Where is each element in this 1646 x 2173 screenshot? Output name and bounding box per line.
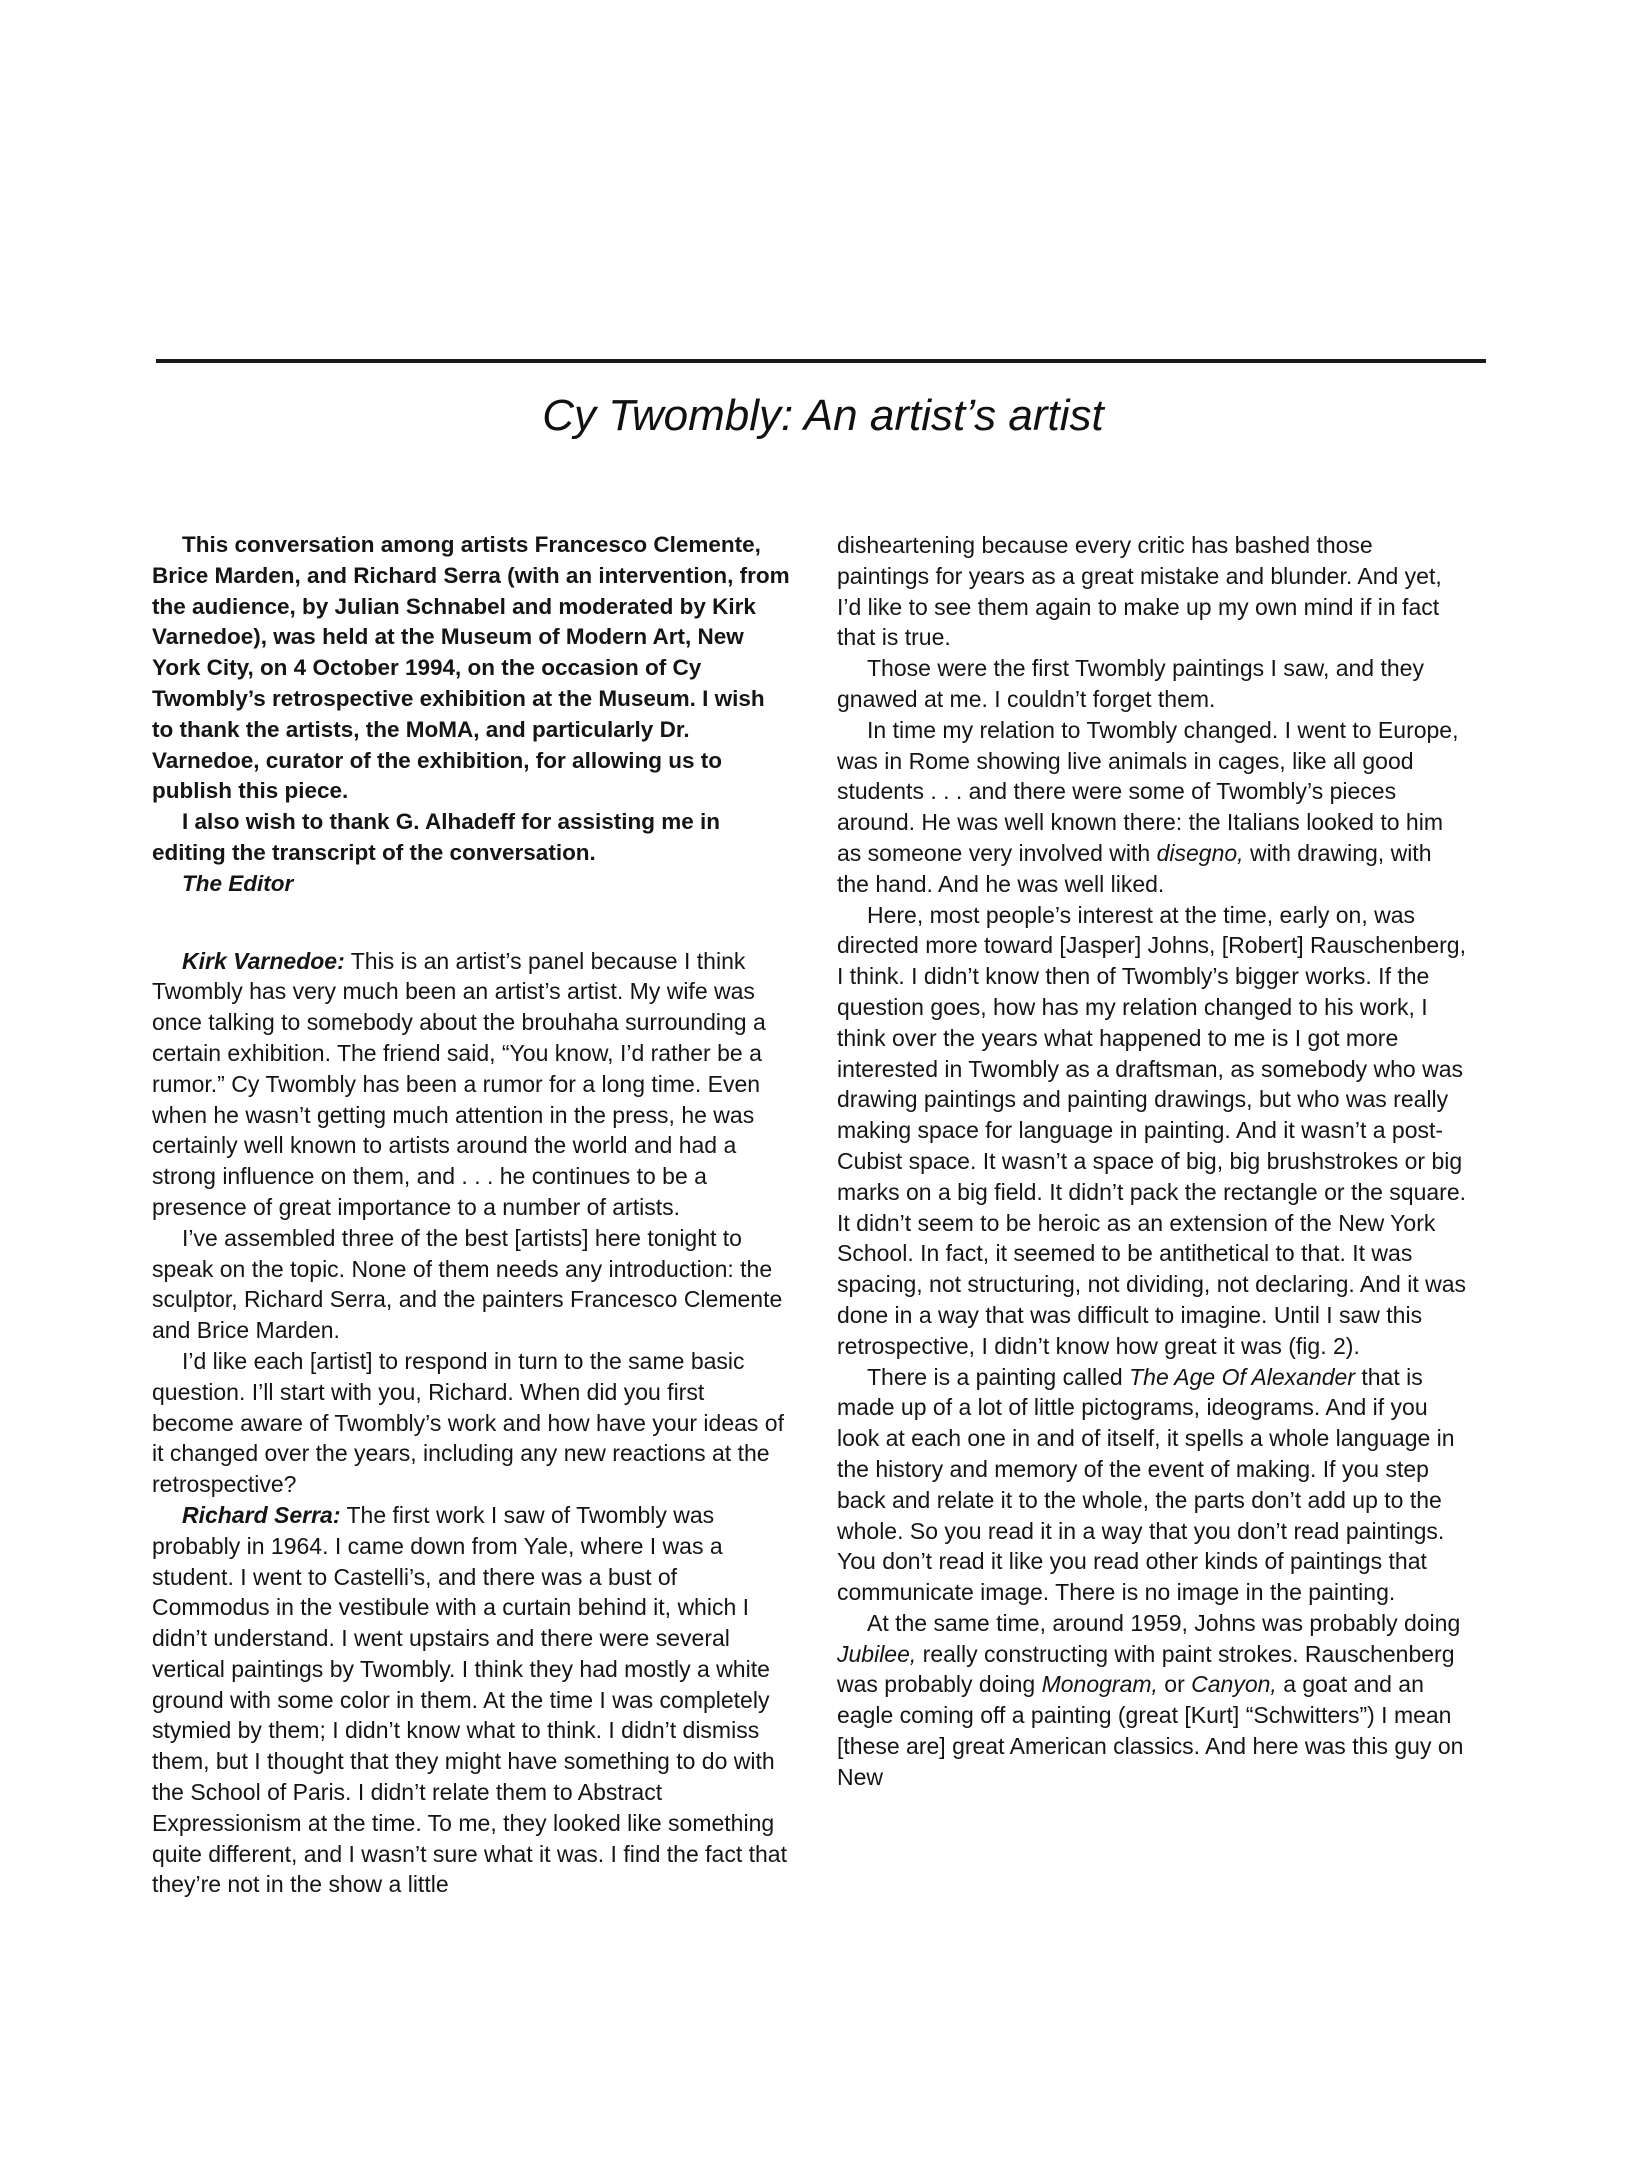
paragraph-text: There is a painting called xyxy=(867,1363,1130,1390)
body-paragraph: Here, most people’s interest at the time, early on, was directed more toward [Jasper] Johns, [Robert] Rauschenberg, I think. I didn’t know then of Twombly’s bigger works. If the question goes, how has my relation changed to his work, I think over the years what happened to me is I got more interested in Twombly as a draftsman, as somebody who was drawing paintings and painting drawings, but who was really making space for language in painting. And it wasn’t a post-Cubist space. It wasn’t a space of big, big brushstrokes or big marks on a big field. It didn’t pack the rectangle or the square. It didn’t seem to be heroic as an extension of the New York School. In fact, it seemed to be antithetical to that. It was spacing, not structuring, not dividing, not declaring. And it was done in a way that was difficult to imagine. Until I saw this retrospective, I didn’t know how great it was (fig. 2). xyxy=(837,901,1467,1359)
body-paragraph: I’ve assembled three of the best [artists] here tonight to speak on the topic. None of them needs any introduction: the sculptor, Richard Serra, and the painters Francesco Clemente and Brice Marden. xyxy=(152,1224,783,1344)
speaker-name: Richard Serra: xyxy=(182,1501,341,1528)
artwork-title: Jubilee, xyxy=(837,1640,917,1667)
paragraph-text: really constructing with paint strokes. Rauschenberg was probably doing xyxy=(837,1640,1455,1698)
editor-introduction xyxy=(152,530,792,900)
paragraph-text: The first work I saw of Twombly was probably in 1964. I came down from Yale, where I was a student. I went to Castelli’s, and there was a bust of Commodus in the vestibule with a curtain behind it, which I didn’t understand. I went upstairs and there were several vertical paintings by Twombly. I think they had mostly a white ground with some color in them. At the time I was completely stymied by them; I didn’t know what to think. I didn’t dismiss them, but I thought that they might have something to do with the School of Paris. I didn’t relate them to Abstract Expressionism at the time. To me, they looked like something quite different, and I wasn’t sure what it was. I find the fact that they’re not in the show a little xyxy=(152,1501,787,1898)
body-paragraph: I’d like each [artist] to respond in turn to the same basic question. I’ll start with you, Richard. When did you first become aware of Twombly’s work and how have your ideas of it changed over the years, including any new reactions at the retrospective? xyxy=(152,1347,784,1498)
right-column xyxy=(837,530,1467,1793)
article-title: Cy Twombly: An artist’s artist xyxy=(542,391,1104,440)
paragraph-text: This is an artist’s panel because I think Twombly has very much been an artist’s artist. My wife was once talking to somebody about the brouhaha surrounding a certain exhibition. The friend said, “You know, I’d rather be a rumor.” Cy Twombly has been a rumor for a long time. Even when he wasn’t getting much attention in the press, he was certainly well known to artists around the world and had a strong influence on them, and . . . he continues to be a presence of great importance to a number of artists. xyxy=(152,947,766,1220)
body-paragraph: disheartening because every critic has bashed those paintings for years as a great mistake and blunder. And yet, I’d like to see them again to make up my own mind if in fact that is true. xyxy=(837,532,1442,651)
paragraph-text: or xyxy=(1157,1671,1192,1698)
body-paragraph xyxy=(837,1362,1467,1608)
artwork-title: Canyon, xyxy=(1191,1671,1277,1698)
artwork-title: Monogram, xyxy=(1041,1671,1158,1698)
body-paragraph: Those were the first Twombly paintings I saw, and they gnawed at me. I couldn’t forget them. xyxy=(837,655,1424,712)
artwork-title: The Age Of Alexander xyxy=(1129,1363,1355,1390)
title-rule xyxy=(156,359,1486,363)
body-paragraph xyxy=(837,715,1467,900)
italic-term: disegno, xyxy=(1156,839,1244,866)
left-column xyxy=(152,530,792,1900)
section-gap xyxy=(152,900,792,946)
body-paragraph xyxy=(837,1608,1467,1793)
paragraph-text: that is made up of a lot of little pictograms, ideograms. And if you look at each one in and of itself, it spells a whole language in the history and memory of the event of making. If you step back and relate it to the whole, the parts don’t add up to the whole. So you read it in a way that you don’t read paintings. You don’t read it like you read other kinds of paintings that communicate image. There is no image in the painting. xyxy=(837,1363,1455,1606)
paragraph-text: a goat and an eagle coming off a painting (great [Kurt] “Schwitters”) I mean [these are] great American classics. And here was this guy on New xyxy=(837,1671,1464,1790)
intro-paragraph: This conversation among artists Francesco Clemente, Brice Marden, and Richard Serra (with an intervention, from the audience, by Julian Schnabel and moderated by Kirk Varnedoe), was held at the Museum of Modern Art, New York City, on 4 October 1994, on the occasion of Cy Twombly’s retrospective exhibition at the Museum. I wish to thank the artists, the MoMA, and particularly Dr. Varnedoe, curator of the exhibition, for allowing us to publish this piece. xyxy=(152,532,790,804)
paragraph-text: In time my relation to Twombly changed. I went to Europe, was in Rome showing live animals in cages, like all good students . . . and there were some of Twombly’s pieces around. He was well known there: the Italians looked to him as someone very involved with xyxy=(837,716,1459,866)
body-paragraph xyxy=(152,1500,792,1900)
paragraph-text: At the same time, around 1959, Johns was probably doing xyxy=(867,1609,1461,1636)
body-paragraph xyxy=(152,946,792,1223)
editor-signature: The Editor xyxy=(182,870,294,896)
intro-paragraph: I also wish to thank G. Alhadeff for assisting me in editing the transcript of the conversation. xyxy=(152,809,721,865)
speaker-name: Kirk Varnedoe: xyxy=(182,947,345,974)
paragraph-text: with drawing, with the hand. And he was well liked. xyxy=(837,839,1432,897)
